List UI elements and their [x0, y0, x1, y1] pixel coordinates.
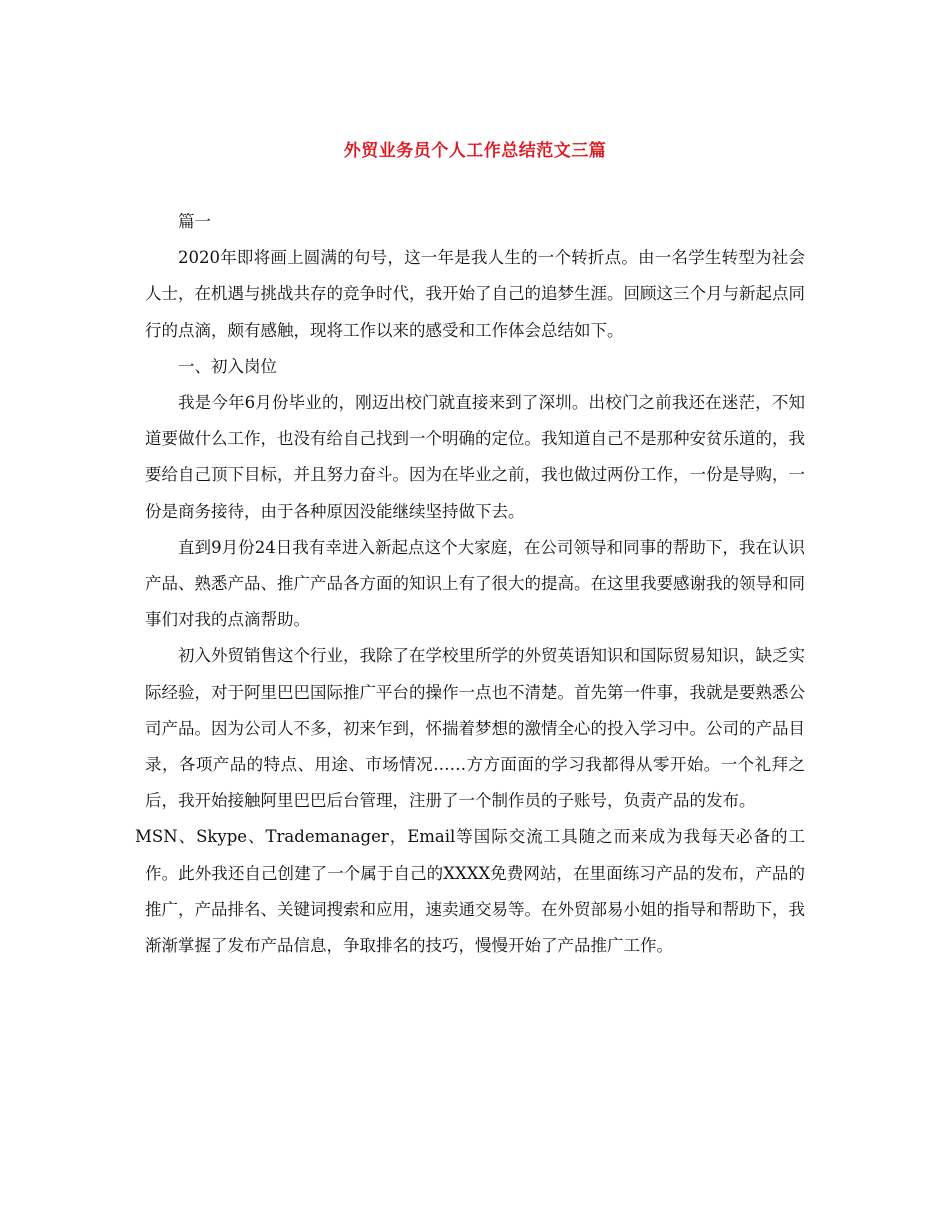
document-body — [135, 204, 805, 964]
section-label: 篇一 — [178, 212, 211, 231]
paragraph: MSN、Skype、Trademanager，Email等国际交流工具随之而来成为我每天必备的工作。此外我还自己创建了一个属于自己的XXXX免费网站，在里面练习产品的发布，产品的推广，产品排名、关键词搜索和应用，速卖通交易等。在外贸部易小姐的指导和帮助下，我渐渐掌握了发布产品信息，争取排名的技巧，慢慢开始了产品推广工作。 — [135, 827, 805, 956]
document-title: 外贸业务员个人工作总结范文三篇 — [343, 141, 607, 161]
paragraph: 2020年即将画上圆满的句号，这一年是我人生的一个转折点。由一名学生转型为社会人士，在机遇与挑战共存的竞争时代，我开始了自己的追梦生涯。回顾这三个月与新起点同行的点滴，颇有感触，现将工作以来的感受和工作体会总结如下。 — [145, 248, 805, 340]
paragraph: 直到9月份24日我有幸进入新起点这个大家庭，在公司领导和同事的帮助下，我在认识产品、熟悉产品、推广产品各方面的知识上有了很大的提高。在这里我要感谢我的领导和同事们对我的点滴帮助。 — [145, 537, 805, 630]
section-heading: 一、初入岗位 — [178, 356, 277, 376]
paragraph: 我是今年6月份毕业的，刚迈出校门就直接来到了深圳。出校门之前我还在迷茫，不知道要做什么工作，也没有给自己找到一个明确的定位。我知道自己不是那种安贫乐道的，我要给自己顶下目标，并且努力奋斗。因为在毕业之前，我也做过两份工作，一份是导购，一份是商务接待，由于各种原因没能继续坚持做下去。 — [145, 393, 805, 521]
paragraph: 初入外贸销售这个行业，我除了在学校里所学的外贸英语知识和国际贸易知识，缺乏实际经验，对于阿里巴巴国际推广平台的操作一点也不清楚。首先第一件事，我就是要熟悉公司产品。因为公司人不多，初来乍到，怀揣着梦想的激情全心的投入学习中。公司的产品目录，各项产品的特点、用途、市场情况……方方面面的学习我都得从零开始。一个礼拜之后，我开始接触阿里巴巴后台管理，注册了一个制作员的子账号，负责产品的发布。 — [145, 646, 805, 811]
